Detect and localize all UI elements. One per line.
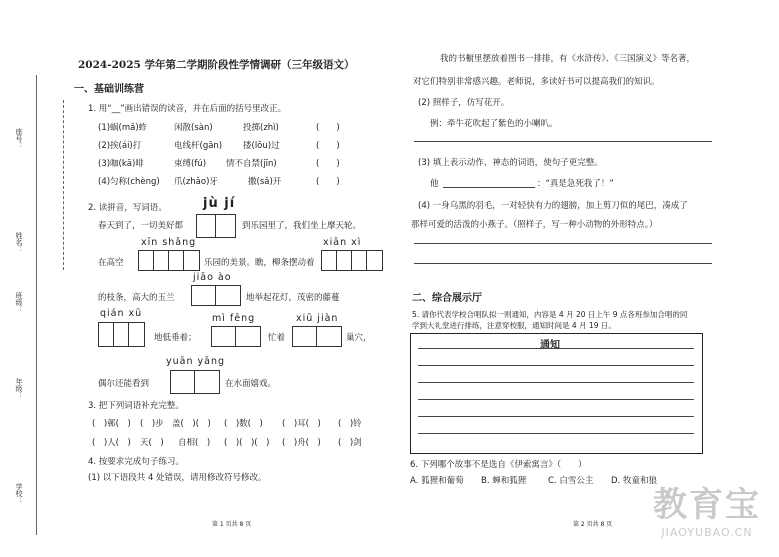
watermark-text: 教育宝 bbox=[653, 485, 761, 525]
notice-line-4[interactable] bbox=[418, 399, 694, 400]
q1-row4-a: (4)匀称(chèng) bbox=[98, 177, 160, 187]
q3-row2-4[interactable]: ( )( )( ) bbox=[224, 438, 270, 448]
q2-text4c: 巢穴， bbox=[346, 333, 372, 343]
seat-label: 座号： bbox=[15, 128, 23, 149]
q2-pinyin-6: mì fēng bbox=[212, 313, 256, 324]
answer-line-q2[interactable] bbox=[414, 141, 712, 142]
q2-writing-box-8[interactable] bbox=[170, 370, 220, 394]
q2-text4b: 忙着 bbox=[268, 333, 286, 343]
school-label: 学校： bbox=[15, 483, 23, 504]
binding-line bbox=[36, 75, 37, 535]
q2-pinyin-1: jù jí bbox=[203, 196, 236, 211]
watermark-url: JIAOYUBAO.CN bbox=[661, 526, 753, 539]
q6-option-a[interactable]: A. 狐狸和葡萄 bbox=[410, 476, 464, 486]
grade-label: 年级： bbox=[15, 378, 23, 399]
q1-row3-b: 束缚(fú) bbox=[174, 159, 207, 169]
q1-prompt: 1. 用“__”画出错误的读音，并在后面的括号里改正。 bbox=[88, 104, 287, 114]
notice-line-3[interactable] bbox=[418, 382, 694, 383]
q3-prompt: 3. 把下列词语补充完整。 bbox=[88, 401, 184, 411]
page-footer-left: 第 1 页共 8 页 bbox=[212, 521, 252, 528]
q1-row2-b: 电线杆(gān) bbox=[174, 141, 223, 151]
q2-text2a: 在高空 bbox=[98, 258, 124, 268]
answer-line-q3[interactable] bbox=[443, 187, 535, 188]
q1-row2-a: (2)挨(ái)打 bbox=[98, 141, 142, 151]
q1-row3-c: 情不自禁(jīn) bbox=[226, 159, 277, 169]
q1-row4-c: 撒(sǎ)开 bbox=[248, 177, 282, 187]
q4-prompt: 4. 按要求完成句子练习。 bbox=[88, 457, 184, 467]
notice-line-5[interactable] bbox=[418, 416, 694, 417]
right-q4-line-2: 那样可爱的活泼的小燕子。（照样子，写一种小动物的外形特点。） bbox=[411, 220, 658, 230]
q1-row1-answer[interactable]: ( ) bbox=[316, 123, 340, 133]
q2-text3b: 地举起花灯，茂密的藤蔓 bbox=[246, 293, 340, 303]
paragraph-line-2: 对它们特别非常感兴趣。老师说，多读好书可以提高我们的知识。 bbox=[413, 77, 660, 87]
right-q3-b: ：“真是急死我了！” bbox=[537, 179, 614, 189]
section-heading-basic: 一、基础训练营 bbox=[74, 84, 144, 95]
q1-row1-b: 闲散(sàn) bbox=[174, 123, 213, 133]
notice-line-6[interactable] bbox=[418, 433, 694, 434]
q1-row3-a: (3)咖(kā)啡 bbox=[98, 159, 144, 169]
q2-text1b: 到乐园里了，我们坐上摩天轮。 bbox=[242, 221, 362, 231]
q5-prompt-line-2: 学到大礼堂进行排练，注意穿校服，通知时间是 4 月 19 日。 bbox=[412, 321, 616, 330]
q4-sub1: (1) 以下语段共 4 处错误，请用修改符号修改。 bbox=[88, 473, 267, 483]
notice-line-1[interactable] bbox=[418, 348, 694, 349]
right-q4-line-1: (4) 一身乌黑的羽毛，一对轻快有力的翅膀，加上剪刀似的尾巴，凑成了 bbox=[418, 201, 688, 211]
q6-option-d[interactable]: D. 牧童和狼 bbox=[611, 476, 657, 486]
q2-pinyin-3: xiān xì bbox=[323, 237, 362, 248]
right-q2-example: 例：牵牛花吹起了紫色的小喇叭。 bbox=[430, 119, 558, 129]
q2-text5b: 在水面嬉戏。 bbox=[225, 379, 277, 389]
notice-title: 通知 bbox=[540, 340, 560, 351]
answer-line-q4-1[interactable] bbox=[414, 243, 712, 244]
q3-row2-6[interactable]: ( )剑 bbox=[338, 438, 362, 448]
q2-text1a: 春天到了，一切美好都 bbox=[98, 221, 184, 231]
q3-row1-1[interactable]: ( )鄣( ) bbox=[92, 419, 131, 429]
q3-row2-3[interactable]: 自相( ) bbox=[178, 438, 211, 448]
q1-row3-answer[interactable]: ( ) bbox=[316, 159, 340, 169]
q6-option-c[interactable]: C. 白雪公主 bbox=[548, 476, 594, 486]
q6-option-b[interactable]: B. 蝉和狐狸 bbox=[481, 476, 527, 486]
notice-box[interactable] bbox=[410, 333, 703, 454]
q2-writing-box-1[interactable] bbox=[196, 214, 236, 238]
watermark-logo bbox=[653, 477, 761, 539]
q3-row1-5[interactable]: ( )耳( ) bbox=[282, 419, 321, 429]
q6-prompt: 6. 下列哪个故事不是选自《伊索寓言》（ ） bbox=[410, 460, 587, 470]
q3-row2-5[interactable]: ( )舟( ) bbox=[282, 438, 321, 448]
q3-row1-6[interactable]: ( )铃 bbox=[338, 419, 362, 429]
q2-pinyin-7: xiū jiàn bbox=[296, 313, 339, 324]
q2-writing-box-7[interactable] bbox=[292, 326, 342, 347]
page-title: 2024-2025 学年第二学期阶段性学情调研（三年级语文） bbox=[78, 59, 355, 71]
notice-line-2[interactable] bbox=[418, 365, 694, 366]
paragraph-line-1: 我的书橱里摆放着图书一排排，有《水浒传》、《三国演义》等名著， bbox=[440, 54, 696, 64]
binding-dashed-line bbox=[63, 100, 64, 270]
q5-prompt-line-1: 5. 请你代表学校合唱队拟一则通知，内容是 4 月 20 日上午 9 点各班参加合唱的同 bbox=[412, 310, 688, 319]
q2-writing-box-4[interactable] bbox=[191, 285, 241, 306]
q2-writing-box-3[interactable] bbox=[321, 250, 383, 271]
section-heading-comprehensive: 二、综合展示厅 bbox=[412, 293, 482, 304]
q3-row2-2[interactable]: 天( ) bbox=[140, 438, 164, 448]
q2-writing-box-6[interactable] bbox=[211, 326, 261, 347]
right-q3-prompt: (3) 填上表示动作、神态的词语，使句子更完整。 bbox=[418, 158, 603, 168]
q2-text2b: 乐园的美景。瞧，柳条摆动着 bbox=[204, 258, 315, 268]
q2-text3a: 的枝条，高大的玉兰 bbox=[98, 293, 175, 303]
q1-row4-answer[interactable]: ( ) bbox=[316, 177, 340, 187]
q2-writing-box-5[interactable] bbox=[98, 322, 145, 347]
q2-prompt: 2. 读拼音，写词语。 bbox=[88, 203, 167, 213]
q2-text5a: 偶尔还能看到 bbox=[98, 379, 150, 389]
q3-row1-3[interactable]: 盖( )( ) bbox=[172, 419, 211, 429]
class-label: 班级： bbox=[15, 292, 23, 313]
q2-pinyin-5: qián xū bbox=[100, 308, 143, 319]
answer-line-q4-2[interactable] bbox=[414, 263, 712, 264]
q2-writing-box-2[interactable] bbox=[138, 250, 200, 271]
q2-pinyin-8: yuān yāng bbox=[166, 356, 226, 367]
q1-row1-a: (1)蜗(mǎ)蚱 bbox=[98, 123, 148, 133]
q1-row2-answer[interactable]: ( ) bbox=[316, 141, 340, 151]
q2-pinyin-2: xīn shǎng bbox=[141, 237, 197, 248]
q3-row1-4[interactable]: ( )数( ) bbox=[224, 419, 263, 429]
q1-row2-c: 搂(lǒu)过 bbox=[243, 141, 280, 151]
page-footer-right: 第 2 页共 8 页 bbox=[573, 521, 613, 528]
q1-row1-c: 投掷(zhì) bbox=[243, 123, 279, 133]
right-q2-prompt: (2) 照样子，仿写花开。 bbox=[418, 98, 510, 108]
q1-row4-b: 爪(zhǎo)牙 bbox=[174, 177, 218, 187]
q3-row1-2[interactable]: ( )步 bbox=[140, 419, 164, 429]
q2-text4a: 地低垂着； bbox=[154, 333, 197, 343]
q3-row2-1[interactable]: ( )人( ) bbox=[92, 438, 131, 448]
q2-pinyin-4: jiāo ào bbox=[193, 272, 232, 283]
name-label: 姓名： bbox=[15, 232, 23, 253]
right-q3-a: 他 bbox=[430, 179, 439, 189]
